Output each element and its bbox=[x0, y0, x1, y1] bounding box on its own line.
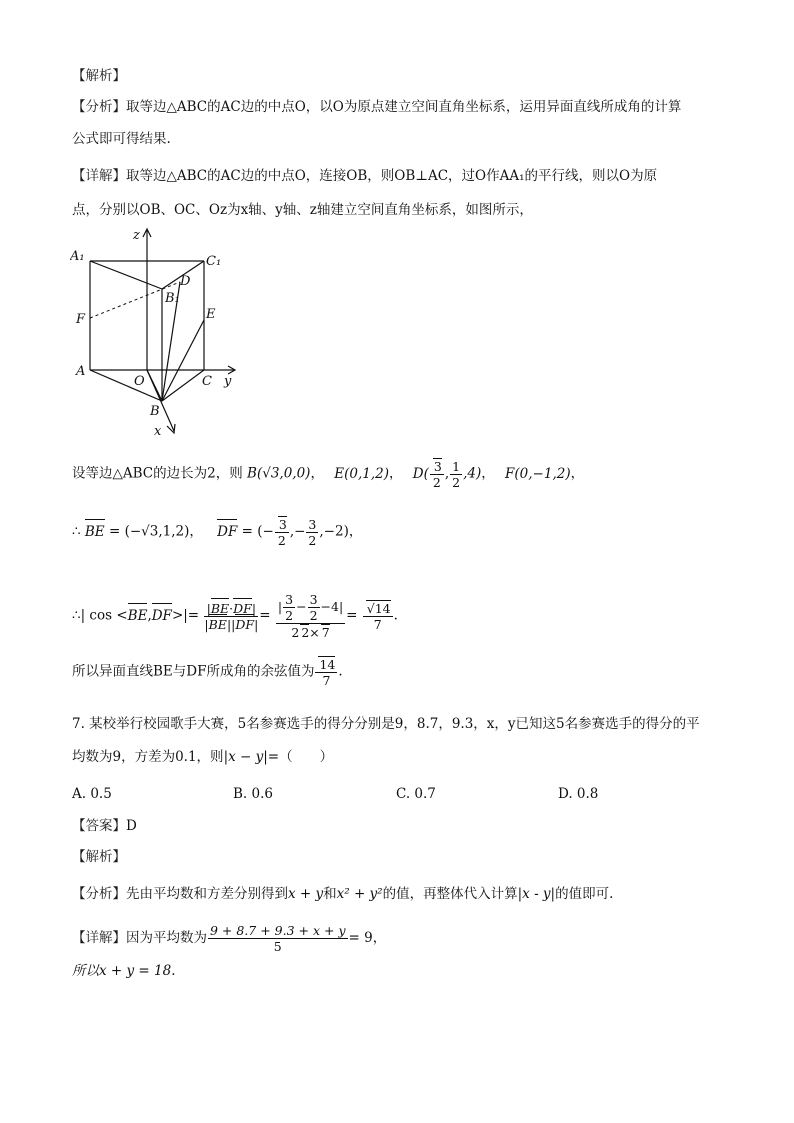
frac-sqrt3-over-2-b: $\frac{3}{2}$ bbox=[275, 516, 289, 548]
edge-BC bbox=[162, 370, 204, 401]
vector-DF-value-pre: = (− bbox=[241, 523, 274, 540]
coordinates-line: 设等边△ABC的边长为2，则 B(√3,0,0)， E(0,1,2)， D( $\frac{3}{2}$ , $\frac{1}{2}$ ,4)， F(0,−1,2)， bbox=[72, 458, 585, 490]
cos-vector-BE: BE bbox=[127, 607, 148, 624]
label-z: z bbox=[133, 228, 140, 243]
q7-line2-pre: 均数为9，方差为0.1，则 bbox=[72, 749, 224, 765]
frac-sqrt3-over-2: $\frac{3}{2}$ bbox=[430, 458, 444, 490]
label-C: C bbox=[202, 374, 212, 389]
cos-prefix: ∴| cos < bbox=[72, 607, 128, 624]
point-F: F(0,−1,2) bbox=[505, 465, 571, 482]
point-D-post: ,4) bbox=[463, 465, 482, 482]
conclusion-text: 所以异面直线BE与DF所成角的余弦值为 bbox=[72, 663, 315, 680]
prism-coordinate-figure bbox=[70, 225, 240, 440]
label-B1: B₁ bbox=[165, 291, 180, 306]
fenxi-2-sum: x + y bbox=[288, 886, 324, 902]
fenxi-2-squares: x² + y² bbox=[336, 886, 383, 902]
xiangjie-tag-1: 【详解】 bbox=[72, 168, 126, 184]
vector-BE-value: = (−√3,1,2) bbox=[108, 523, 190, 540]
label-y: y bbox=[224, 374, 232, 389]
fenxi-2-pre: 先由平均数和方差分别得到 bbox=[126, 886, 288, 902]
label-x: x bbox=[154, 424, 162, 439]
segment-OB bbox=[147, 370, 162, 401]
question-7-line-2 bbox=[72, 747, 333, 767]
fenxi-tag-1: 【分析】 bbox=[72, 99, 126, 115]
jiexi-heading-2: 【解析】 bbox=[72, 849, 126, 865]
vector-DF-value-post: ,−2) bbox=[319, 523, 349, 540]
label-A: A bbox=[76, 364, 86, 379]
vector-DF: DF bbox=[217, 523, 238, 540]
xiangjie-2-post: = 9， bbox=[348, 930, 387, 946]
fenxi-2-abs: |x - y| bbox=[517, 886, 556, 902]
option-c: C. 0.7 bbox=[396, 786, 436, 802]
mean-fraction: $\frac{9 + 8.7 + 9.3 + x + y}{5}$ bbox=[210, 923, 346, 954]
q7-abs-expression: |x − y| bbox=[223, 749, 268, 765]
cos-fraction-numeric: | $\frac{3}{2}$ − $\frac{3}{2}$ −4| 2 2× 7 bbox=[277, 592, 344, 640]
frac-1-over-2: $\frac{1}{2}$ bbox=[452, 458, 461, 490]
label-E: E bbox=[206, 307, 216, 322]
label-D: D bbox=[180, 274, 191, 289]
fenxi-2-post: 的值即可. bbox=[555, 886, 614, 902]
therefore-symbol: ∴ bbox=[72, 523, 81, 540]
conclusion-line: 所以异面直线BE与DF所成角的余弦值为 $\frac{14}{7}$ . bbox=[72, 657, 343, 688]
analysis-paragraph-1 bbox=[72, 97, 681, 117]
detail-paragraph-1 bbox=[72, 166, 657, 186]
answer-line bbox=[72, 816, 137, 836]
cosine-line: ∴| cos <BE,DF>|= $\frac{|BE\cdot DF|}{|BE||DF|}$ = | $\frac{3}{2}$ − $\frac{3}{2}$ −4| 2 2× 7 = $\frac{√14}{7}$ . bbox=[72, 592, 398, 640]
answer-value: D bbox=[126, 818, 137, 834]
cos-vector-DF: DF bbox=[151, 607, 172, 624]
label-A1: A₁ bbox=[70, 249, 85, 264]
label-B: B bbox=[150, 404, 160, 419]
edge-AB bbox=[90, 370, 162, 401]
edge-A1B1 bbox=[90, 261, 162, 289]
cos-fraction-vectors: $\frac{|BE\cdot DF|}{|BE||DF|}$ bbox=[204, 600, 259, 632]
option-b: B. 0.6 bbox=[233, 786, 273, 802]
question-7-line-1: 7. 某校举行校园歌手大赛，5名参赛选手的得分分别是9，8.7，9.3，x，y已知这5名参赛选手的得分的平 bbox=[72, 716, 700, 732]
label-O: O bbox=[134, 374, 145, 389]
analysis-paragraph-2 bbox=[72, 884, 613, 904]
conclusion-value: $\frac{14}{7}$ bbox=[315, 656, 337, 688]
detail-1-line-2: 点，分别以OB、OC、Oz为x轴、y轴、z轴建立空间直角坐标系，如图所示， bbox=[72, 202, 533, 218]
analysis-1-line-2: 公式即可得结果. bbox=[72, 131, 171, 147]
option-a: A. 0.5 bbox=[72, 786, 112, 802]
xiangjie-2-pre: 因为平均数为 bbox=[126, 930, 207, 946]
daan-tag: 【答案】 bbox=[72, 818, 126, 834]
point-D-pre: D( bbox=[412, 465, 429, 482]
label-C1: C₁ bbox=[206, 254, 222, 269]
jiexi-heading-1: 【解析】 bbox=[72, 68, 126, 84]
vector-BE: BE bbox=[84, 523, 105, 540]
fenxi-tag-2: 【分析】 bbox=[72, 886, 126, 902]
setup-prefix: 设等边△ABC的边长为2，则 bbox=[72, 465, 243, 482]
xiangjie-tag-2: 【详解】 bbox=[72, 930, 126, 946]
fenxi-2-mid: 和 bbox=[323, 886, 337, 902]
label-F: F bbox=[76, 312, 86, 327]
vectors-line: ∴ BE = (−√3,1,2)， DF = (− $\frac{3}{2}$ ,− $\frac{3}{2}$ ,−2)， bbox=[72, 516, 363, 548]
final-line: 所以x + y = 18. bbox=[72, 963, 176, 979]
point-B: B(√3,0,0) bbox=[247, 465, 311, 482]
option-d: D. 0.8 bbox=[558, 786, 599, 802]
detail-1-line-1: 取等边△ABC的AC边的中点O，连接OB，则OB⊥AC，过O作AA₁的平行线，则以O为原 bbox=[126, 168, 658, 184]
analysis-1-line-1: 取等边△ABC的AC边的中点O，以O为原点建立空间直角坐标系，运用异面直线所成角的计算 bbox=[126, 99, 682, 115]
q7-line2-post: =（ ） bbox=[267, 749, 334, 765]
point-E: E(0,1,2) bbox=[334, 465, 389, 482]
frac-3-over-2: $\frac{3}{2}$ bbox=[308, 516, 317, 548]
detail-paragraph-2 bbox=[72, 923, 386, 954]
fenxi-2-mid2: 的值，再整体代入计算 bbox=[382, 886, 518, 902]
cos-result: $\frac{√14}{7}$ bbox=[363, 600, 393, 632]
